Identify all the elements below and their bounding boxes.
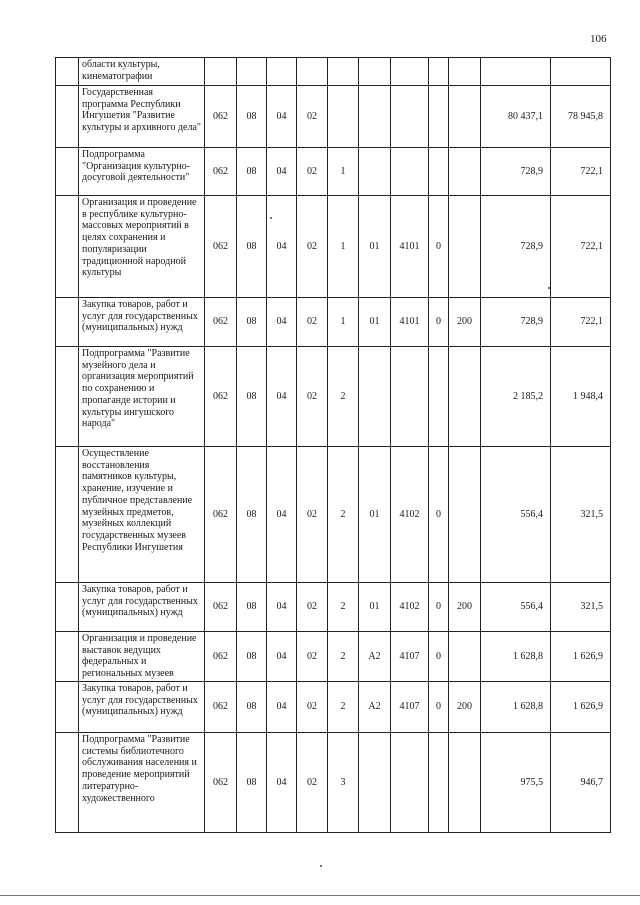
table-row	[56, 682, 611, 733]
table-row	[56, 347, 611, 447]
row-index-cell	[56, 298, 79, 347]
code-cell: 04	[267, 632, 297, 682]
budget-table	[55, 57, 611, 833]
code-cell: 200	[449, 583, 481, 632]
amount-cell: 1 628,8	[481, 682, 551, 733]
table-row	[56, 632, 611, 682]
amount-cell: 728,9	[481, 298, 551, 347]
code-cell: 062	[205, 682, 237, 733]
amount-cell: 946,7	[551, 733, 611, 833]
code-cell: 2	[328, 347, 359, 447]
code-cell	[237, 58, 267, 86]
code-cell: 4107	[391, 682, 429, 733]
code-cell: 04	[267, 682, 297, 733]
row-name-cell: Организация и проведение выставок ведущих федеральных и региональных музеев	[79, 632, 205, 682]
code-cell: 04	[267, 86, 297, 148]
row-name-cell: Подпрограмма "Развитие музейного дела и организация мероприятий по сохранению и пропаганде истории и культуры ингушского народа"	[79, 347, 205, 447]
code-cell: А2	[359, 682, 391, 733]
amount-cell: 321,5	[551, 583, 611, 632]
row-name-cell: Государственная программа Республики Ингушетия "Развитие культуры и архивного дела"	[79, 86, 205, 148]
code-cell: 062	[205, 86, 237, 148]
code-cell: 02	[297, 86, 328, 148]
code-cell	[328, 58, 359, 86]
code-cell	[449, 196, 481, 298]
code-cell	[267, 58, 297, 86]
code-cell	[391, 148, 429, 196]
code-cell	[328, 86, 359, 148]
code-cell: 1	[328, 148, 359, 196]
code-cell: 02	[297, 682, 328, 733]
code-cell: 08	[237, 86, 267, 148]
row-name-cell: области культуры, кинематографии	[79, 58, 205, 86]
code-cell: 200	[449, 682, 481, 733]
code-cell	[391, 733, 429, 833]
row-name-cell: Закупка товаров, работ и услуг для государственных (муниципальных) нужд	[79, 583, 205, 632]
code-cell: 0	[429, 583, 449, 632]
code-cell: 2	[328, 682, 359, 733]
amount-cell: 1 626,9	[551, 682, 611, 733]
code-cell: 04	[267, 347, 297, 447]
code-cell	[429, 148, 449, 196]
code-cell: 4102	[391, 447, 429, 583]
amount-cell: 975,5	[481, 733, 551, 833]
code-cell: 4107	[391, 632, 429, 682]
row-index-cell	[56, 196, 79, 298]
amount-cell: 1 626,9	[551, 632, 611, 682]
code-cell	[391, 58, 429, 86]
code-cell: 04	[267, 196, 297, 298]
row-name-cell: Подпрограмма "Организация культурно-досуговой деятельности"	[79, 148, 205, 196]
code-cell	[449, 58, 481, 86]
code-cell	[297, 58, 328, 86]
scan-speck	[270, 217, 272, 219]
table-row	[56, 86, 611, 148]
table-row	[56, 733, 611, 833]
code-cell	[429, 733, 449, 833]
row-index-cell	[56, 447, 79, 583]
code-cell: 4101	[391, 196, 429, 298]
code-cell: 3	[328, 733, 359, 833]
code-cell: 08	[237, 682, 267, 733]
amount-cell: 556,4	[481, 583, 551, 632]
code-cell: 08	[237, 298, 267, 347]
scan-speck	[548, 287, 550, 289]
amount-cell	[551, 58, 611, 86]
code-cell: 08	[237, 447, 267, 583]
code-cell	[449, 447, 481, 583]
amount-cell: 1 948,4	[551, 347, 611, 447]
code-cell: 4101	[391, 298, 429, 347]
code-cell: 062	[205, 148, 237, 196]
code-cell: 02	[297, 196, 328, 298]
table-row	[56, 447, 611, 583]
code-cell: 01	[359, 196, 391, 298]
page-bottom-rule	[0, 895, 640, 896]
code-cell	[449, 86, 481, 148]
code-cell: 01	[359, 298, 391, 347]
amount-cell	[481, 58, 551, 86]
amount-cell: 321,5	[551, 447, 611, 583]
amount-cell: 722,1	[551, 298, 611, 347]
code-cell	[391, 347, 429, 447]
row-index-cell	[56, 682, 79, 733]
amount-cell: 78 945,8	[551, 86, 611, 148]
row-index-cell	[56, 148, 79, 196]
table-row	[56, 148, 611, 196]
row-index-cell	[56, 733, 79, 833]
row-index-cell	[56, 583, 79, 632]
table-row	[56, 298, 611, 347]
code-cell: 04	[267, 447, 297, 583]
code-cell: 0	[429, 682, 449, 733]
code-cell: 0	[429, 298, 449, 347]
code-cell: 0	[429, 196, 449, 298]
code-cell: 2	[328, 447, 359, 583]
table-row	[56, 196, 611, 298]
code-cell: А2	[359, 632, 391, 682]
code-cell: 062	[205, 583, 237, 632]
code-cell: 02	[297, 298, 328, 347]
code-cell	[359, 58, 391, 86]
amount-cell: 728,9	[481, 196, 551, 298]
code-cell: 08	[237, 583, 267, 632]
code-cell: 02	[297, 583, 328, 632]
code-cell: 08	[237, 196, 267, 298]
code-cell: 062	[205, 733, 237, 833]
code-cell: 2	[328, 583, 359, 632]
code-cell: 01	[359, 447, 391, 583]
code-cell	[449, 347, 481, 447]
row-index-cell	[56, 632, 79, 682]
amount-cell: 80 437,1	[481, 86, 551, 148]
row-name-cell: Осуществление восстановления памятников культуры, хранение, изучение и публичное представление музейных предметов, музейных коллекций государственных музеев Республики Ингушетия	[79, 447, 205, 583]
code-cell: 02	[297, 733, 328, 833]
scan-speck	[320, 865, 322, 867]
code-cell: 04	[267, 733, 297, 833]
code-cell: 02	[297, 148, 328, 196]
code-cell	[359, 733, 391, 833]
code-cell: 1	[328, 196, 359, 298]
code-cell	[359, 86, 391, 148]
row-index-cell	[56, 86, 79, 148]
code-cell: 04	[267, 583, 297, 632]
table-row	[56, 583, 611, 632]
code-cell: 200	[449, 298, 481, 347]
row-name-cell: Подпрограмма "Развитие системы библиотечного обслуживания населения и проведение мероприятий литературно-художественного	[79, 733, 205, 833]
code-cell: 02	[297, 632, 328, 682]
row-name-cell: Организация и проведение в республике культурно-массовых мероприятий в целях сохранения и популяризации традиционной народной культуры	[79, 196, 205, 298]
code-cell	[359, 347, 391, 447]
amount-cell: 728,9	[481, 148, 551, 196]
code-cell	[449, 148, 481, 196]
table-row	[56, 58, 611, 86]
code-cell: 1	[328, 298, 359, 347]
row-index-cell	[56, 347, 79, 447]
code-cell: 062	[205, 196, 237, 298]
code-cell: 08	[237, 733, 267, 833]
page-number: 106	[590, 33, 607, 45]
amount-cell: 2 185,2	[481, 347, 551, 447]
code-cell	[391, 86, 429, 148]
code-cell: 062	[205, 632, 237, 682]
code-cell: 08	[237, 347, 267, 447]
row-name-cell: Закупка товаров, работ и услуг для государственных (муниципальных) нужд	[79, 682, 205, 733]
code-cell: 062	[205, 347, 237, 447]
code-cell	[205, 58, 237, 86]
code-cell: 08	[237, 148, 267, 196]
code-cell: 0	[429, 632, 449, 682]
amount-cell: 556,4	[481, 447, 551, 583]
code-cell: 01	[359, 583, 391, 632]
code-cell: 02	[297, 347, 328, 447]
code-cell	[429, 86, 449, 148]
code-cell: 062	[205, 298, 237, 347]
code-cell: 02	[297, 447, 328, 583]
code-cell	[429, 58, 449, 86]
amount-cell: 722,1	[551, 196, 611, 298]
code-cell	[429, 347, 449, 447]
code-cell: 062	[205, 447, 237, 583]
row-index-cell	[56, 58, 79, 86]
code-cell	[449, 632, 481, 682]
code-cell: 0	[429, 447, 449, 583]
amount-cell: 722,1	[551, 148, 611, 196]
code-cell: 04	[267, 148, 297, 196]
code-cell	[449, 733, 481, 833]
code-cell: 4102	[391, 583, 429, 632]
code-cell	[359, 148, 391, 196]
row-name-cell: Закупка товаров, работ и услуг для государственных (муниципальных) нужд	[79, 298, 205, 347]
code-cell: 08	[237, 632, 267, 682]
code-cell: 2	[328, 632, 359, 682]
amount-cell: 1 628,8	[481, 632, 551, 682]
code-cell: 04	[267, 298, 297, 347]
